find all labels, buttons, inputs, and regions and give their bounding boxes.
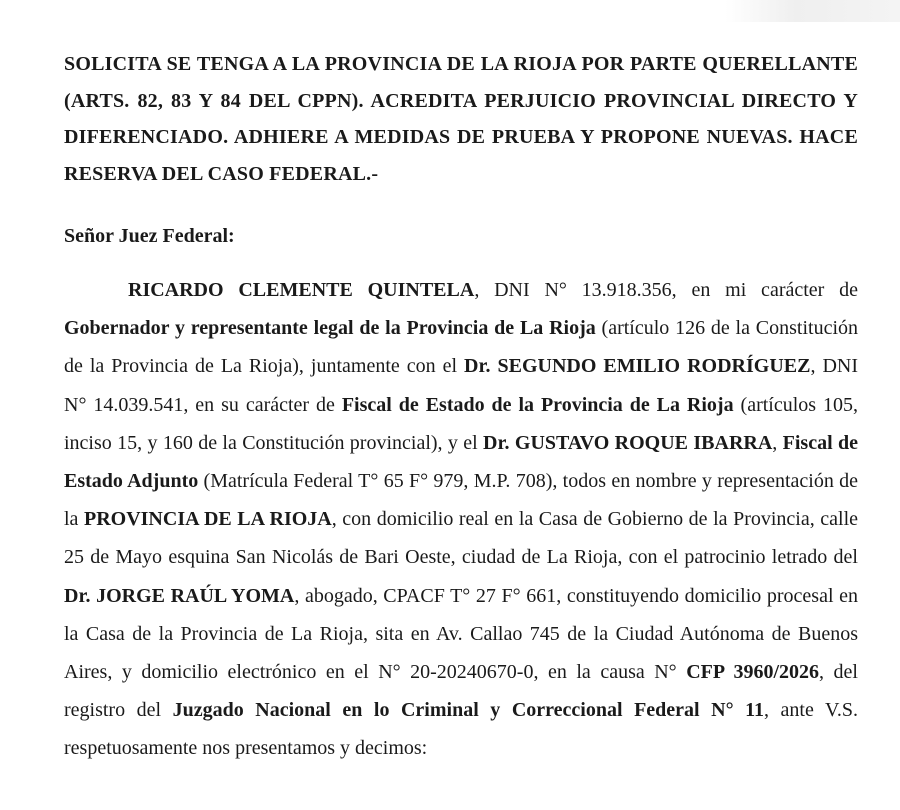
lawyer-name: Dr. JORGE RAÚL YOMA [64, 584, 295, 607]
salutation: Señor Juez Federal: [64, 225, 235, 247]
province-name: PROVINCIA DE LA RIOJA [83, 508, 332, 531]
fiscal-name: Dr. SEGUNDO EMILIO RODRÍGUEZ [464, 355, 811, 378]
scan-corner-shade [725, 0, 900, 22]
body-segment: , [772, 431, 783, 454]
adjunct-fiscal-title: Fiscal de Estado Adjunto [64, 431, 858, 493]
body-segment: , abogado, CPACF T° 27 F° 661, constituyendo domicilio procesal en la Casa de la Provincia de La Rioja, sita en Av. Callao 745 de la Ciudad Autónoma de Buenos Aires, y domicilio electrónico en el N° 20-20240670-0, en la causa N° [64, 584, 859, 684]
body-segment: (artículos 105, inciso 15, y 160 de la Constitución provincial), y el [64, 393, 858, 454]
body-segment: (artículo 126 de la Constitución de la Provincia de La Rioja), juntamente con el [64, 317, 858, 378]
fiscal-title: Fiscal de Estado de la Provincia de La Rioja [341, 393, 734, 416]
body-segment: , con domicilio real en la Casa de Gobierno de la Provincia, calle 25 de Mayo esquina San Nicolás de Bari Oeste, ciudad de La Rioja, con el patrocinio letrado del [64, 508, 858, 569]
document-heading: SOLICITA SE TENGA A LA PROVINCIA DE LA RIOJA POR PARTE QUERELLANTE (ARTS. 82, 83 Y 84 DEL CPPN). ACREDITA PERJUICIO PROVINCIAL DIRECTO Y DIFERENCIADO. ADHIERE A MEDIDAS DE PRUEBA Y PROPONE NUEVAS. HACE RESERVA DEL CASO FEDERAL.- [64, 53, 858, 185]
body-segment: , DNI N° 14.039.541, en su carácter de [64, 355, 858, 416]
body-paragraph [64, 271, 858, 768]
body-segment: , ante V.S. respetuosamente nos presentamos y decimos: [64, 699, 859, 760]
document-page [64, 46, 858, 768]
adjunct-fiscal-name: Dr. GUSTAVO ROQUE IBARRA [483, 431, 773, 454]
body-segment: (Matrícula Federal T° 65 F° 979, M.P. 708), todos en nombre y representación de la [64, 470, 858, 531]
court-name: Juzgado Nacional en lo Criminal y Correccional Federal N° 11 [172, 699, 765, 722]
governor-name: RICARDO CLEMENTE QUINTELA [128, 279, 475, 301]
governor-title: Gobernador y representante legal de la Provincia de La Rioja [64, 317, 596, 340]
body-segment: , del registro del [64, 661, 858, 722]
case-number: CFP 3960/2026 [686, 661, 820, 684]
body-segment: , DNI N° 13.918.356, en mi carácter de [474, 279, 858, 301]
